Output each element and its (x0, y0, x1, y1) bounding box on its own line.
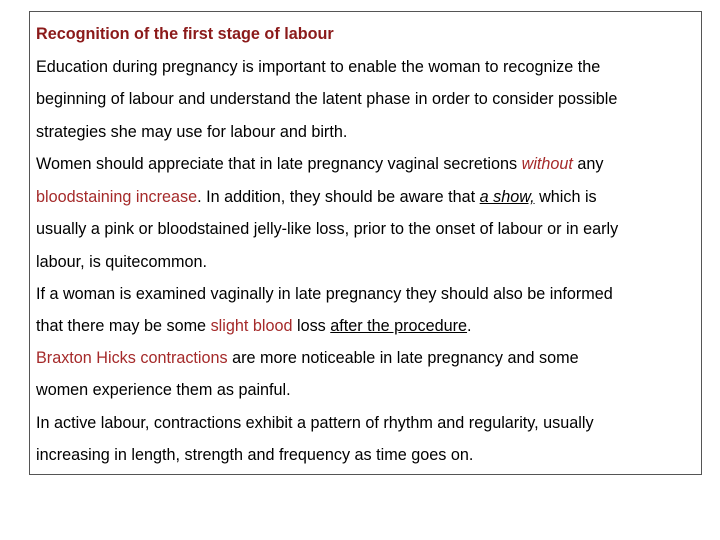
page-title (36, 24, 334, 44)
paragraph-3-line-1: If a woman is examined vaginally in late pregnancy they should also be informed (36, 285, 613, 303)
p2-emphasis-show: a show, (479, 188, 535, 206)
paragraph-2-line-4: labour, is quitecommon. (36, 253, 207, 271)
paragraph-1-line-3: strategies she may use for labour and birth. (36, 123, 348, 141)
paragraph-3-line-2 (36, 316, 472, 336)
paragraph-4-line-1 (36, 348, 579, 368)
p3-emphasis-after-procedure: after the procedure (330, 317, 468, 335)
title-text: Recognition of the first stage of labour (36, 25, 334, 43)
p4-emphasis-braxton-hicks: Braxton Hicks contractions (36, 349, 228, 367)
p2-emphasis-without: without (521, 155, 573, 173)
p3-emphasis-slight-blood: slight blood (210, 317, 293, 335)
paragraph-1-line-1: Education during pregnancy is important to enable the woman to recognize the (36, 58, 601, 76)
paragraph-2-line-3: usually a pink or bloodstained jelly-like loss, prior to the onset of labour or in early (36, 220, 619, 238)
p3-text: . (467, 317, 472, 335)
p4-text: are more noticeable in late pregnancy and some (227, 349, 579, 367)
paragraph-4-line-2: women experience them as painful. (36, 381, 291, 399)
p2-text: any (572, 155, 604, 173)
paragraph-1-line-2: beginning of labour and understand the latent phase in order to consider possible (36, 90, 618, 108)
p3-text: loss (292, 317, 331, 335)
paragraph-2-line-2 (36, 187, 597, 207)
paragraph-5-line-1: In active labour, contractions exhibit a pattern of rhythm and regularity, usually (36, 414, 594, 432)
content-frame (29, 11, 702, 475)
paragraph-2-line-1 (36, 154, 604, 174)
paragraph-5-line-2: increasing in length, strength and frequency as time goes on. (36, 446, 474, 464)
p3-text: that there may be some (36, 317, 211, 335)
p2-text: . In addition, they should be aware that (197, 188, 480, 206)
p2-emphasis-bloodstaining: bloodstaining increase (36, 188, 198, 206)
p2-text: which is (534, 188, 597, 206)
p2-text: Women should appreciate that in late pregnancy vaginal secretions (36, 155, 522, 173)
